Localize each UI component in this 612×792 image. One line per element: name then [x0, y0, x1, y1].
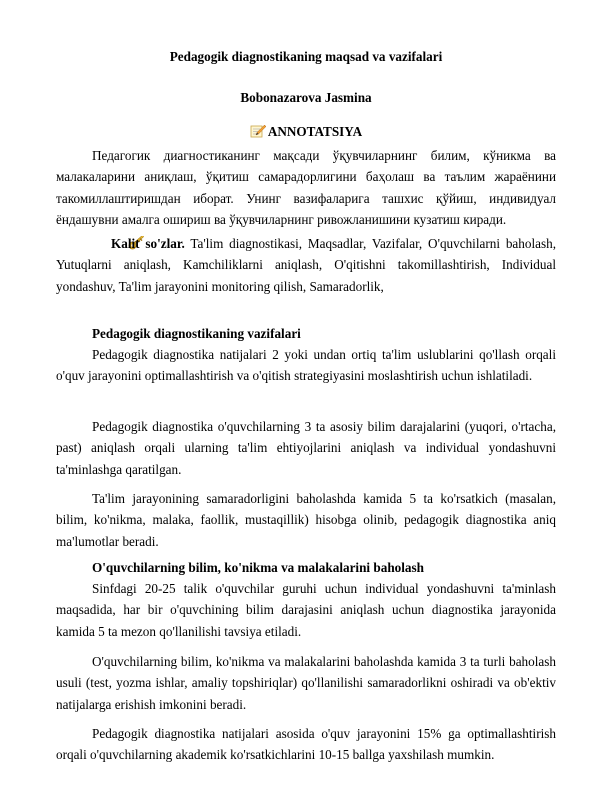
section-heading-vazifalari: Pedagogik diagnostikaning vazifalari — [92, 326, 301, 341]
keywords-block — [56, 233, 556, 297]
annotation-body — [56, 145, 556, 231]
paragraph-text: Pedagogik diagnostika natijalari asosida o'quv jarayonini 15% ga optimallashtirish orqali o'quvchilarning akademik ko'rsatkichlarini 10-15 ballga yaxshilash mumkin. — [56, 726, 556, 763]
paragraph-text: Sinfdagi 20-25 talik o'quvchilar guruhi uchun individual yondashuvni ta'minlash maqsadida, har bir o'quvchining bilim darajasini aniqlash uchun diagnostika jarayonida kamida 5 ta mezon qo'llanilishi tavsiya etiladi. — [56, 581, 556, 639]
paper-title: Pedagogik diagnostikaning maqsad va vazifalari — [169, 49, 443, 64]
paragraph-text: Pedagogik diagnostika o'quvchilarning 3 ta asosiy bilim darajalarini (yuqori, o'rtacha, past) aniqlash orqali ularning ta'lim ehtiyojlarini aniqlash va individual yondashuvni ta'minlashga qaratilgan. — [56, 419, 556, 477]
paragraph-text: Ta'lim jarayonining samaradorligini baholashda kamida 5 ta ko'rsatkich (masalan, bilim, ko'nikma, malaka, faollik, mustaqillik) hisobga olinib, pedagogik diagnostika aniq ma'lumotlar beradi. — [56, 491, 556, 549]
section1-paragraph — [56, 416, 556, 480]
paragraph-text: Pedagogik diagnostika natijalari 2 yoki undan ortiq ta'lim uslublarini qo'llash orqali o'quv jarayonini optimallashtirish va o'qitish strategiyasini moslashtirish uchun ishlatiladi. — [56, 347, 556, 384]
section1-paragraph — [56, 344, 556, 387]
section-heading-baholash: O'quvchilarning bilim, ko'nikma va malakalarini baholash — [92, 560, 424, 575]
section2-paragraph — [56, 578, 556, 642]
key-icon — [92, 235, 108, 249]
pencil-memo-icon — [250, 124, 266, 138]
section1-paragraph — [56, 488, 556, 552]
paragraph-text: O'quvchilarning bilim, ko'nikma va malakalarini baholashda kamida 3 ta turli baholash usuli (test, yozma ishlar, amaliy topshiriqlar) qo'llanilishi samaradorlikni oshiradi va ob'ektiv natijalarga erishish imkonini beradi. — [56, 654, 556, 712]
annotation-heading — [0, 124, 612, 140]
annotation-heading-text: ANNOTATSIYA — [267, 124, 363, 139]
keywords-label: Kalit so'zlar. — [111, 236, 185, 251]
annotation-text: Педагогик диагностиканинг мақсади ўқувчиларнинг билим, кўникма ва малакаларини аниқлаш, ўқитиш самарадорлигини баҳолаш ва таълим жараёнини такомиллаштиришдан иборат. Унинг вазифаларига ташхис қўйиш, индивидуал ёндашувни амалга ошириш ва ўқувчиларнинг ривожланишини кузатиш киради. — [56, 148, 556, 228]
author-name: Bobonazarova Jasmina — [240, 90, 372, 105]
keywords-text: Ta'lim diagnostikasi, Maqsadlar, Vazifalar, O'quvchilarni baholash, Yutuqlarni aniqlash, Kamchiliklarni aniqlash, O'qitishni takomillashtirish, Individual yondashuv, Ta'lim jarayonini monitoring qilish, Samaradorlik, — [56, 236, 556, 294]
section2-paragraph — [56, 723, 556, 766]
section2-paragraph — [56, 651, 556, 715]
